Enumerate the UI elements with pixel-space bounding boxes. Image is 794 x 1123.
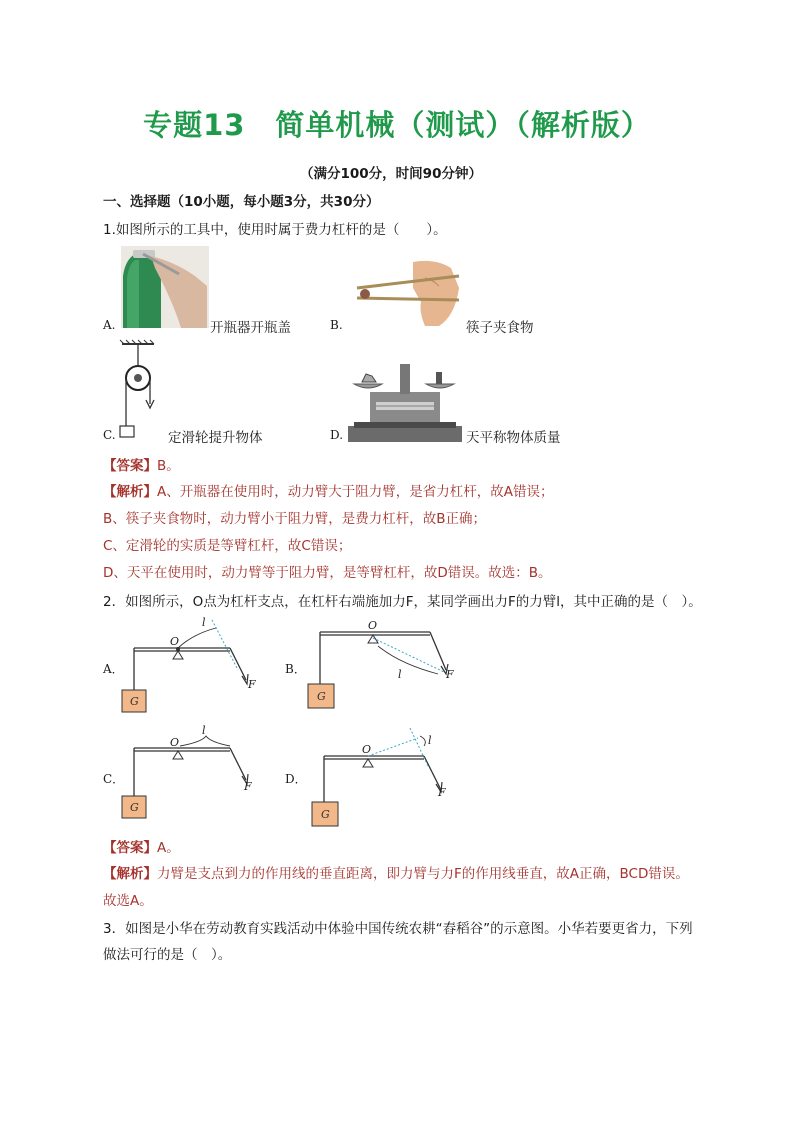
- force-label: F: [438, 786, 446, 799]
- analysis-tag: 【解析】: [103, 866, 157, 882]
- q1-answer: [103, 454, 180, 474]
- q3-stem-line-1: 3．如图是小华在劳动教育实践活动中体验中国传统农耕“舂稻谷”的示意图。小华若要更省力，下列: [103, 921, 693, 937]
- bottle-opener-image: [121, 246, 209, 328]
- force-label: F: [244, 780, 252, 793]
- lever-diagram-d: [300, 722, 460, 832]
- q2-option-b-letter: B．: [285, 662, 306, 676]
- q2-analysis-text: 力臂是支点到力的作用线的垂直距离，即力臂与力F的作用线垂直，故A正确，BCD错误。: [157, 866, 689, 882]
- q2-answer-value: A。: [157, 840, 180, 856]
- q2-option-d-letter: D．: [285, 772, 307, 786]
- section-heading: 一、选择题（10小题，每小题3分，共30分）: [103, 194, 380, 210]
- chopsticks-image: [355, 258, 463, 328]
- pivot-label: O: [368, 619, 378, 632]
- force-label: F: [446, 668, 454, 681]
- q1-option-b-letter: B.: [330, 318, 343, 332]
- q1-stem: 1.如图所示的工具中，使用时属于费力杠杆的是（ ）。: [103, 222, 447, 238]
- lever-diagram-b: [300, 618, 460, 718]
- balance-scale-image: [346, 362, 464, 446]
- arm-label: l: [398, 668, 402, 681]
- weight-label: G: [317, 690, 326, 703]
- pivot-label: O: [170, 736, 180, 749]
- weight-label: G: [130, 695, 139, 708]
- q3-stem-line-2: 做法可行的是（ ）。: [103, 947, 232, 963]
- analysis-tag: 【解析】: [103, 484, 157, 500]
- q2-conclusion: 故选A。: [103, 893, 153, 909]
- q1-option-b-caption: 筷子夹食物: [466, 320, 534, 336]
- pivot-label: O: [362, 743, 372, 756]
- q1-answer-value: B。: [157, 458, 180, 474]
- q2-analysis: [103, 862, 689, 882]
- force-label: F: [248, 678, 256, 691]
- q1-analysis-line-1: [103, 480, 553, 500]
- fixed-pulley-image: [118, 340, 168, 440]
- q1-analysis-line-3: C、定滑轮的实质是等臂杠杆，故C错误；: [103, 538, 352, 554]
- weight-label: G: [321, 808, 330, 821]
- lever-diagram-c: [118, 724, 268, 830]
- q1-option-a-caption: 开瓶器开瓶盖: [210, 320, 291, 336]
- q2-stem: 2．如图所示，O点为杠杆支点，在杠杆右端施加力F，某同学画出力F的力臂l，其中正确的是（ ）。: [103, 594, 702, 610]
- answer-tag: 【答案】: [103, 458, 157, 474]
- q1-option-d-caption: 天平称物体质量: [466, 430, 561, 446]
- q2-option-a-letter: A．: [103, 662, 124, 676]
- q1-option-c-caption: 定滑轮提升物体: [168, 430, 263, 446]
- q1-option-d-letter: D.: [330, 428, 344, 442]
- arm-label: l: [202, 724, 206, 737]
- arm-label: l: [428, 734, 432, 747]
- q1-analysis-text: A、开瓶器在使用时，动力臂大于阻力臂，是省力杠杆，故A错误；: [157, 484, 554, 500]
- answer-tag: 【答案】: [103, 840, 157, 856]
- document-title: 专题13 简单机械（测试）（解析版）: [143, 108, 651, 142]
- q1-analysis-line-4: D、天平在使用时，动力臂等于阻力臂，是等臂杠杆，故D错误。故选：B。: [103, 565, 552, 581]
- exam-subtitle: （满分100分，时间90分钟）: [300, 166, 482, 182]
- q1-option-c-letter: C.: [103, 428, 116, 442]
- q1-option-a-letter: A.: [103, 318, 116, 332]
- q1-analysis-line-2: B、筷子夹食物时，动力臂小于阻力臂，是费力杠杆，故B正确；: [103, 511, 487, 527]
- pivot-label: O: [170, 635, 180, 648]
- q2-option-c-letter: C．: [103, 772, 125, 786]
- weight-label: G: [130, 801, 139, 814]
- arm-label: l: [202, 616, 206, 629]
- q2-answer: [103, 836, 180, 856]
- lever-diagram-a: [118, 618, 268, 718]
